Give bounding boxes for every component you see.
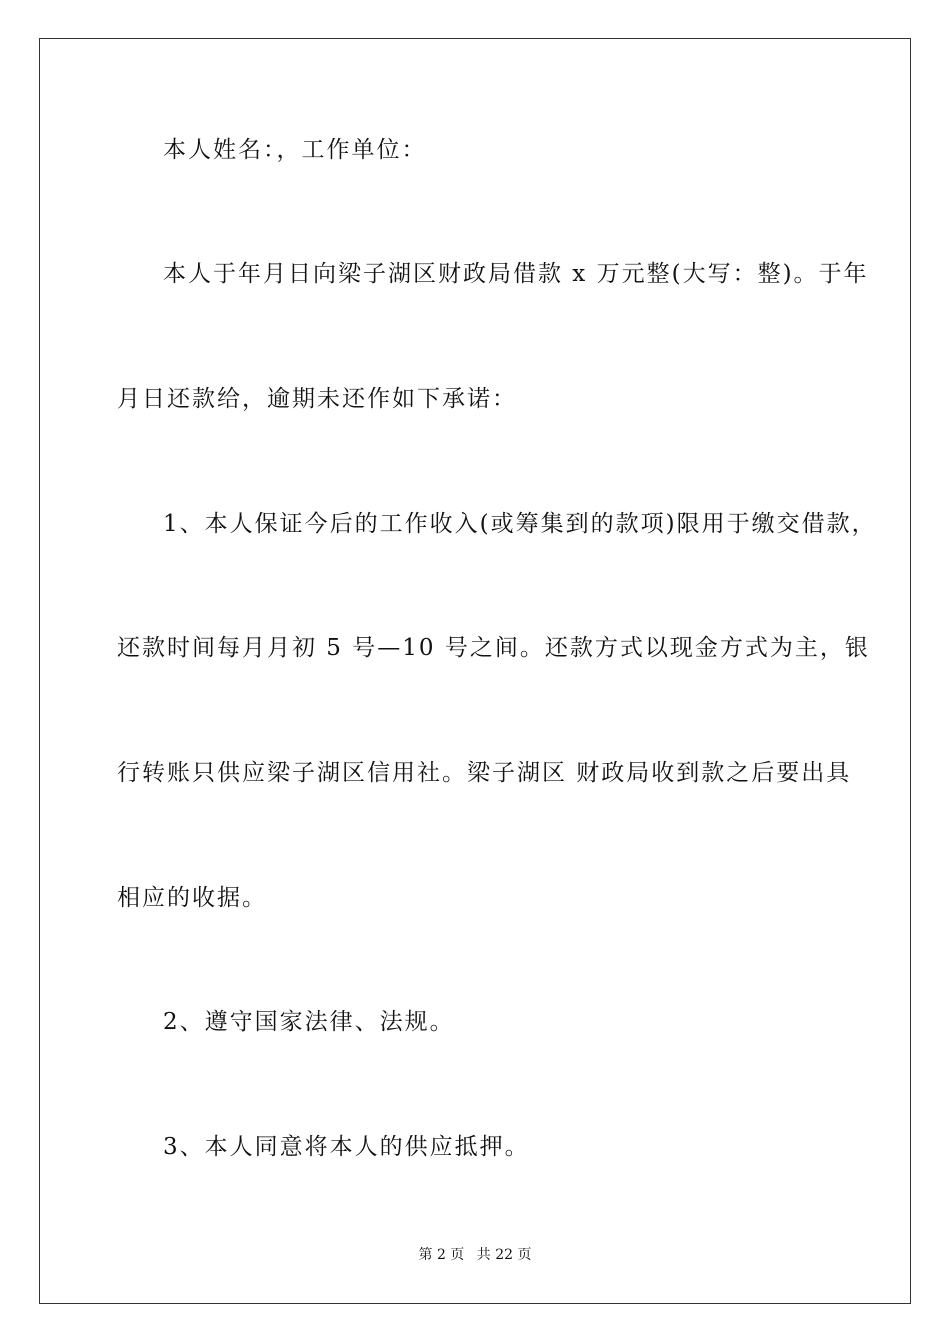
- text-line-loan-statement: 本人于年月日向梁子湖区财政局借款 x 万元整(大写：整)。于年: [163, 261, 869, 287]
- text-line-promise-1: 1、本人保证今后的工作收入(或筹集到的款项)限用于缴交借款，: [163, 511, 877, 537]
- page-border: [39, 38, 911, 1304]
- text-line-promise-2: 2、遵守国家法律、法规。: [163, 1009, 455, 1035]
- text-line-promise-1-cont-a: 还款时间每月月初 5 号—10 号之间。还款方式以现金方式为主，银: [117, 635, 870, 661]
- text-line-name-employer: 本人姓名：，工作单位：: [163, 137, 427, 163]
- text-line-repayment-date: 月日还款给，逾期未还作如下承诺：: [117, 386, 517, 412]
- page-number-current: 第 2 页: [418, 1247, 465, 1263]
- text-line-promise-1-cont-b: 行转账只供应梁子湖区信用社。梁子湖区 财政局收到款之后要出具: [117, 760, 852, 786]
- text-line-promise-1-cont-c: 相应的收据。: [117, 885, 267, 911]
- page-footer: [0, 1246, 950, 1264]
- page-number-total: 共 22 页: [476, 1247, 532, 1263]
- text-line-promise-3: 3、本人同意将本人的供应抵押。: [163, 1134, 530, 1160]
